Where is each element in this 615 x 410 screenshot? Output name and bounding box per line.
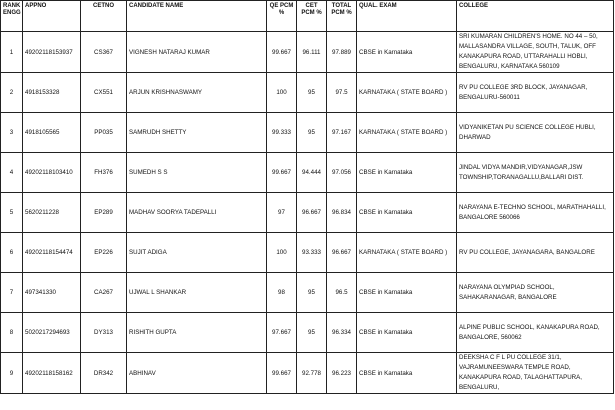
cell-appno: 4918105565 [23, 113, 81, 153]
cell-college: RV PU COLLEGE 3RD BLOCK, JAYANAGAR, BENGALURU-560011 [457, 73, 614, 113]
cell-total-pcm: 96.667 [327, 233, 357, 273]
cell-college: VIDYANIKETAN PU SCIENCE COLLEGE HUBLI, DHARWAD [457, 113, 614, 153]
cell-appno: 4918153328 [23, 73, 81, 113]
table-row [1, 273, 614, 313]
cell-total-pcm: 97.167 [327, 113, 357, 153]
cell-college: NARAYANA OLYMPIAD SCHOOL, SAHAKARANAGAR, BANGALORE [457, 273, 614, 313]
table-body [1, 32, 614, 394]
cell-rank: 4 [1, 153, 23, 193]
header-appno: APPNO [23, 1, 81, 32]
cell-cetno: DY313 [81, 313, 127, 353]
cell-qe-pcm: 100 [267, 73, 297, 113]
cell-college: JINDAL VIDYA MANDIR,VIDYANAGAR,JSW TOWNSHIP,TORANAGALLU,BALLARI DIST. [457, 153, 614, 193]
cell-cet-pcm: 95 [297, 313, 327, 353]
cell-cetno: CX551 [81, 73, 127, 113]
cell-cet-pcm: 95 [297, 73, 327, 113]
cell-appno: 5020217294693 [23, 313, 81, 353]
cell-rank: 5 [1, 193, 23, 233]
cell-qe-pcm: 100 [267, 233, 297, 273]
cell-qual-exam: KARNATAKA ( STATE BOARD ) [357, 73, 457, 113]
cell-candidate-name: SUMEDH S S [127, 153, 267, 193]
cell-rank: 3 [1, 113, 23, 153]
header-total-pcm: TOTAL PCM % [327, 1, 357, 32]
cell-total-pcm: 97.889 [327, 32, 357, 73]
cell-candidate-name: RISHITH GUPTA [127, 313, 267, 353]
cell-candidate-name: MADHAV SOORYA TADEPALLI [127, 193, 267, 233]
cell-appno: 49202118153937 [23, 32, 81, 73]
cell-rank: 7 [1, 273, 23, 313]
cell-cet-pcm: 92.778 [297, 353, 327, 394]
cell-cet-pcm: 95 [297, 113, 327, 153]
cell-qe-pcm: 97 [267, 193, 297, 233]
header-qe-pcm: QE PCM % [267, 1, 297, 32]
cell-cetno: EP226 [81, 233, 127, 273]
table-header [1, 1, 614, 32]
cell-candidate-name: ABHINAV [127, 353, 267, 394]
cell-qual-exam: CBSE in Karnataka [357, 153, 457, 193]
cell-qual-exam: CBSE in Karnataka [357, 273, 457, 313]
table-row [1, 313, 614, 353]
cell-cetno: DR342 [81, 353, 127, 394]
table-row [1, 73, 614, 113]
table-row [1, 153, 614, 193]
cell-cet-pcm: 94.444 [297, 153, 327, 193]
cell-appno: 49202118154474 [23, 233, 81, 273]
cell-college: DEEKSHA C F L PU COLLEGE 31/1, VAJRAMUNEESWARA TEMPLE ROAD, KANAKAPURA ROAD, TALAGHATTAPURA, BENGALURU, [457, 353, 614, 394]
cell-qe-pcm: 99.333 [267, 113, 297, 153]
cell-rank: 9 [1, 353, 23, 394]
header-college: COLLEGE [457, 1, 614, 32]
cell-qe-pcm: 99.667 [267, 153, 297, 193]
cell-qe-pcm: 98 [267, 273, 297, 313]
cell-cet-pcm: 93.333 [297, 233, 327, 273]
cell-cetno: PP035 [81, 113, 127, 153]
cell-qual-exam: KARNATAKA ( STATE BOARD ) [357, 233, 457, 273]
cell-cet-pcm: 96.111 [297, 32, 327, 73]
header-candidate-name: CANDIDATE NAME [127, 1, 267, 32]
cell-cetno: FH376 [81, 153, 127, 193]
cell-rank: 6 [1, 233, 23, 273]
cell-cetno: EP289 [81, 193, 127, 233]
cell-college: SRI KUMARAN CHILDREN'S HOME. NO 44 – 50, MALLASANDRA VILLAGE, SOUTH, TALUK, OFF KANAKAPURA ROAD, UTTARAHALLI HOBLI, BENGALURU, KARNATAKA 560109 [457, 32, 614, 73]
cell-candidate-name: SAMRUDH SHETTY [127, 113, 267, 153]
header-cet-pcm: CET PCM % [297, 1, 327, 32]
cell-appno: 497341330 [23, 273, 81, 313]
cell-qual-exam: CBSE in Karnataka [357, 353, 457, 394]
cell-cet-pcm: 95 [297, 273, 327, 313]
cell-qe-pcm: 99.667 [267, 353, 297, 394]
cell-college: RV PU COLLEGE, JAYANAGARA, BANGALORE [457, 233, 614, 273]
cell-rank: 8 [1, 313, 23, 353]
cell-rank: 1 [1, 32, 23, 73]
cell-cetno: CS367 [81, 32, 127, 73]
cell-rank: 2 [1, 73, 23, 113]
cell-qual-exam: KARNATAKA ( STATE BOARD ) [357, 113, 457, 153]
cell-cetno: CA267 [81, 273, 127, 313]
cell-college: ALPINE PUBLIC SCHOOL, KANAKAPURA ROAD, BANGALORE, 560062 [457, 313, 614, 353]
cell-candidate-name: VIGNESH NATARAJ KUMAR [127, 32, 267, 73]
cell-qe-pcm: 97.667 [267, 313, 297, 353]
cell-appno: 5620211228 [23, 193, 81, 233]
cell-qual-exam: CBSE in Karnataka [357, 193, 457, 233]
cell-candidate-name: ARJUN KRISHNASWAMY [127, 73, 267, 113]
table-row [1, 32, 614, 73]
cell-qual-exam: CBSE in Karnataka [357, 313, 457, 353]
table-row [1, 233, 614, 273]
cell-cet-pcm: 96.667 [297, 193, 327, 233]
table-row [1, 353, 614, 394]
header-cetno: CETNO [81, 1, 127, 32]
cell-appno: 49202118103410 [23, 153, 81, 193]
cell-college: NARAYANA E-TECHNO SCHOOL, MARATHAHALLI, BANGALORE 560066 [457, 193, 614, 233]
cell-candidate-name: UJWAL L SHANKAR [127, 273, 267, 313]
header-qual-exam: QUAL. EXAM [357, 1, 457, 32]
table-row [1, 193, 614, 233]
cell-total-pcm: 96.334 [327, 313, 357, 353]
cell-qe-pcm: 99.667 [267, 32, 297, 73]
cell-total-pcm: 96.5 [327, 273, 357, 313]
cell-total-pcm: 97.5 [327, 73, 357, 113]
table-row [1, 113, 614, 153]
cell-qual-exam: CBSE in Karnataka [357, 32, 457, 73]
cell-total-pcm: 96.223 [327, 353, 357, 394]
cell-total-pcm: 97.056 [327, 153, 357, 193]
cell-candidate-name: SUJIT ADIGA [127, 233, 267, 273]
cell-total-pcm: 96.834 [327, 193, 357, 233]
cell-appno: 49202118158162 [23, 353, 81, 394]
header-rank: RANK ENGG [1, 1, 23, 32]
